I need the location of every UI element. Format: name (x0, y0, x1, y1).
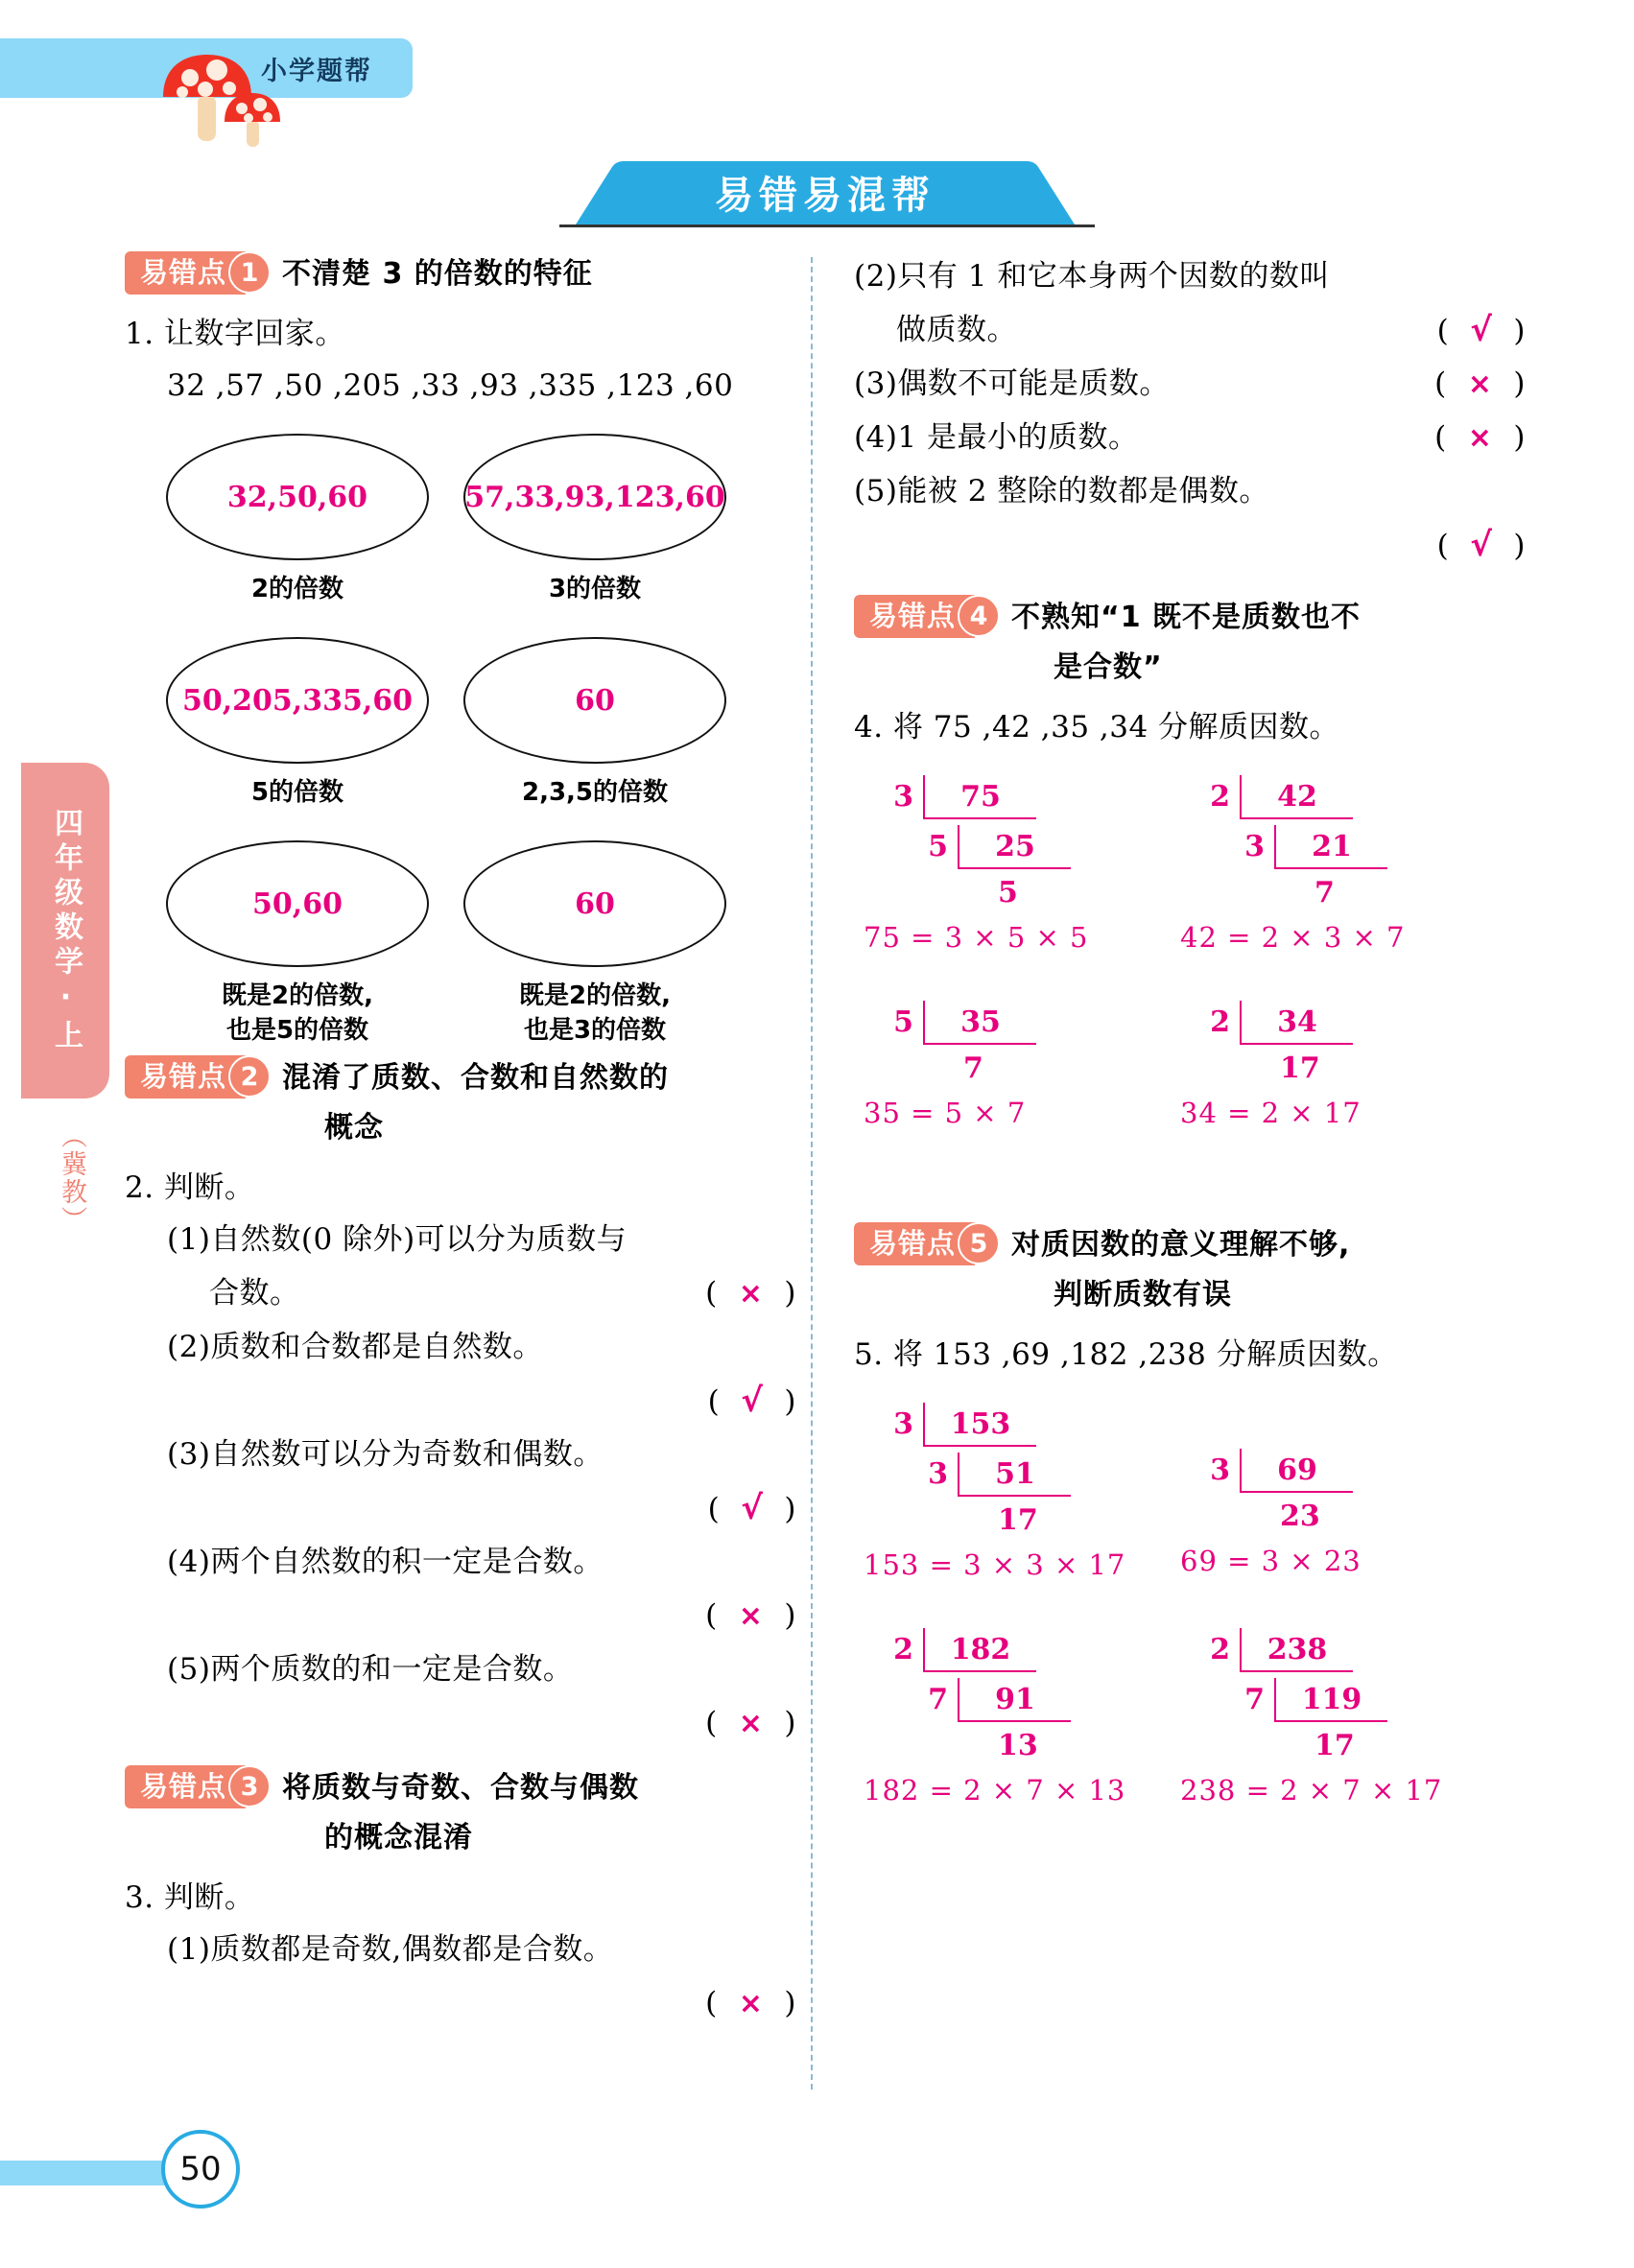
error-point-5-tag (854, 1222, 1000, 1264)
ladder-dividend: 119 (1274, 1678, 1387, 1722)
error-point-5-title (1011, 1220, 1350, 1320)
error-point-4 (854, 593, 1526, 693)
oval-label-line2: 也是5的倍数 (225, 1016, 369, 1045)
answer-bracket[interactable]: ( √ ) (707, 1489, 796, 1527)
factorization-equation: 69 = 3 × 23 (1180, 1545, 1362, 1577)
error-point-1 (125, 249, 796, 299)
factorization-238 (1180, 1622, 1442, 1807)
ladder-dividend: 238 (1240, 1628, 1353, 1672)
judgement-text-line2 (167, 1481, 796, 1535)
oval-label (144, 572, 451, 606)
oval-label (441, 979, 748, 1048)
judgement-text-line1 (167, 1642, 796, 1696)
answer-bracket[interactable]: ( × ) (705, 1598, 796, 1633)
judgement-statement: 偶数不可能是质数。 (897, 366, 1170, 401)
judgement-text-line2 (167, 1976, 796, 2030)
judgement-number: (3) (167, 1437, 211, 1472)
oval-group-4 (441, 637, 748, 810)
oval-label-line1: 2的倍数 (250, 575, 344, 603)
factorization-182 (864, 1622, 1125, 1807)
judgement-text-line1 (167, 1320, 796, 1374)
oval-value: 50,60 (252, 886, 343, 921)
error-point-4-title (1011, 593, 1361, 693)
ladder-quotient: 5 (998, 875, 1018, 910)
answer-mark: × (1467, 367, 1493, 401)
answer-bracket[interactable]: ( √ ) (1436, 311, 1526, 349)
division-ladder (1180, 769, 1405, 915)
oval-value: 50,205,335,60 (181, 683, 414, 718)
error-point-2-tag-number: 2 (228, 1055, 271, 1098)
ladder-quotient: 17 (998, 1502, 1038, 1537)
error-point-1-tag-number: 1 (228, 251, 271, 294)
ladder-divisor: 3 (893, 1407, 913, 1441)
oval-value: 32,50,60 (226, 480, 368, 514)
error-point-5-title-line2: 判断质数有误 (1054, 1278, 1233, 1311)
factorization-equation: 238 = 2 × 7 × 17 (1180, 1774, 1443, 1807)
judgement-item (854, 357, 1526, 411)
judgement-item (167, 1923, 796, 2030)
ladder-dividend: 91 (958, 1678, 1071, 1722)
judgement-number: (1) (167, 1222, 211, 1257)
division-ladder (864, 1397, 1125, 1543)
judgement-text-line1 (167, 1213, 796, 1266)
ladder-row (1180, 995, 1362, 1045)
answer-mark: × (1467, 421, 1493, 455)
section-title-text: 易错易混帮 (715, 173, 935, 218)
edition-label: （冀教） (57, 1122, 86, 1234)
error-point-2-tag (125, 1055, 271, 1098)
error-point-5 (854, 1220, 1526, 1320)
ladder-divisor: 2 (1210, 780, 1230, 814)
ladder-divisor: 3 (1244, 830, 1265, 863)
error-point-1-tag (125, 251, 271, 294)
judgement-number: (5) (854, 474, 898, 508)
answer-mark: × (738, 1599, 764, 1633)
oval-label-line1: 既是2的倍数, (519, 981, 671, 1010)
ladder-row (864, 995, 1036, 1045)
error-point-3-tag-label: 易错点 (125, 1765, 246, 1808)
column-divider (811, 257, 815, 2090)
judgement-text-line1 (854, 464, 1526, 518)
factorization-69 (1180, 1443, 1362, 1577)
ladder-divisor: 7 (1244, 1683, 1265, 1716)
ladder-divisor: 2 (1210, 1005, 1230, 1039)
judgement-item (167, 1535, 796, 1642)
oval-label-line1: 5的倍数 (250, 778, 344, 807)
ladder-divisor: 3 (1210, 1453, 1230, 1487)
judgement-number: (2) (854, 259, 898, 294)
ladder-quotient: 17 (1314, 1728, 1355, 1762)
ladder-dividend: 69 (1240, 1449, 1353, 1493)
judgement-statement: 两个质数的和一定是合数。 (210, 1652, 574, 1687)
ladder-divisor: 5 (928, 830, 948, 863)
oval-label-line1: 2,3,5的倍数 (521, 778, 669, 807)
oval-group-1 (144, 434, 451, 606)
ladder-divisor: 5 (893, 1005, 913, 1039)
ladder-dividend: 35 (923, 1001, 1036, 1045)
error-point-4-tag-label: 易错点 (854, 595, 975, 638)
ladder-row (1180, 769, 1405, 819)
ladder-dividend: 153 (923, 1403, 1036, 1447)
judgement-text-line1 (854, 411, 1526, 464)
ladder-row (898, 819, 1088, 869)
judgement-text-line2: 合数。 (209, 1276, 300, 1311)
oval-label-line2: 也是3的倍数 (523, 1016, 667, 1045)
factorization-equation: 34 = 2 × 17 (1180, 1097, 1362, 1129)
judgement-item (167, 1428, 796, 1535)
factorization-equation: 153 = 3 × 3 × 17 (864, 1548, 1126, 1581)
judgement-text-line2 (167, 1696, 796, 1750)
error-point-3-tag-number: 3 (228, 1765, 271, 1807)
answer-bracket[interactable]: ( √ ) (707, 1382, 796, 1420)
judgement-text-line1 (854, 249, 1526, 303)
judgement-item (167, 1320, 796, 1428)
judgement-text-line2 (167, 1374, 796, 1428)
judgement-item (167, 1642, 796, 1750)
ladder-dividend: 34 (1240, 1001, 1353, 1045)
mushroom-small-icon (223, 91, 282, 147)
division-ladder (864, 769, 1088, 915)
error-point-2-title (282, 1053, 669, 1153)
question-4-prompt: 4. 将 75 ,42 ,35 ,34 分解质因数。 (854, 710, 1340, 744)
oval-label (441, 572, 748, 606)
oval-shape (463, 637, 726, 764)
judgement-text-line1 (167, 1535, 796, 1589)
judgement-statement: 能被 2 整除的数都是偶数。 (897, 474, 1269, 508)
judgement-item (854, 464, 1526, 572)
error-point-1-title: 不清楚 3 的倍数的特征 (282, 257, 593, 291)
error-point-2-title-line1: 混淆了质数、合数和自然数的 (282, 1061, 670, 1095)
judgement-number: (4) (854, 420, 898, 455)
question-1-numbers: 32 ,57 ,50 ,205 ,33 ,93 ,335 ,123 ,60 (167, 368, 734, 403)
right-column (854, 249, 1526, 1807)
oval-shape (166, 637, 429, 764)
error-point-5-title-line1: 对质因数的意义理解不够, (1011, 1228, 1351, 1262)
oval-label (144, 775, 451, 810)
judgement-text-line1 (854, 357, 1526, 411)
question-3-items (125, 1923, 796, 2030)
oval-value: 57,33,93,123,60 (464, 480, 725, 514)
judgement-number: (5) (167, 1652, 211, 1687)
oval-shape (463, 840, 726, 967)
judgement-number: (2) (167, 1330, 211, 1364)
answer-mark: × (738, 1707, 764, 1740)
ladder-divisor: 2 (1210, 1633, 1230, 1666)
question-3-prompt: 3. 判断。 (125, 1880, 255, 1915)
answer-bracket[interactable]: ( × ) (705, 1986, 796, 2020)
division-ladder (1180, 995, 1362, 1091)
ladder-quotient: 13 (998, 1728, 1038, 1762)
ladder-row (1215, 1672, 1442, 1722)
judgement-item (854, 249, 1526, 357)
ladder-dividend: 21 (1274, 825, 1387, 869)
judgement-statement: 1 是最小的质数。 (897, 420, 1139, 455)
error-point-3-title (282, 1763, 639, 1863)
judgement-text-line1 (167, 1923, 796, 1976)
judgement-text-line1 (167, 1428, 796, 1481)
oval-shape (166, 840, 429, 967)
answer-mark: √ (1470, 526, 1493, 564)
division-ladder (1180, 1622, 1442, 1768)
question-2-items (125, 1213, 796, 1750)
oval-label (441, 775, 748, 810)
ladder-row (1215, 819, 1405, 869)
oval-value: 60 (575, 683, 615, 718)
judgement-item (854, 411, 1526, 464)
factorization-153 (864, 1397, 1125, 1581)
judgement-text-line2 (854, 518, 1526, 572)
ladder-divisor: 7 (928, 1683, 948, 1716)
ladder-row (898, 1447, 1125, 1497)
answer-mark: √ (741, 1382, 764, 1420)
answer-bracket[interactable]: ( √ ) (1436, 526, 1526, 564)
answer-bracket[interactable]: ( × ) (705, 1706, 796, 1740)
answer-mark: × (738, 1277, 764, 1311)
factorization-35 (864, 995, 1036, 1129)
error-point-2-title-line2: 概念 (324, 1111, 385, 1145)
error-point-4-title-line2: 是合数” (1054, 650, 1163, 684)
division-ladder (1180, 1443, 1362, 1539)
factorization-equation: 182 = 2 × 7 × 13 (864, 1774, 1126, 1807)
question-5-prompt: 5. 将 153 ,69 ,182 ,238 分解质因数。 (854, 1337, 1398, 1372)
division-ladder (864, 1622, 1125, 1768)
judgement-text-line2 (167, 1589, 796, 1642)
question-3-continued-items (854, 249, 1526, 572)
grade-side-tab (21, 763, 109, 1099)
page-number: 50 (161, 2130, 240, 2209)
answer-bracket[interactable]: ( × ) (1434, 366, 1526, 401)
judgement-statement: 自然数(0 除外)可以分为质数与 (210, 1222, 628, 1257)
oval-label-line1: 既是2的倍数, (222, 981, 373, 1010)
error-point-4-tag-number: 4 (958, 595, 1000, 637)
judgement-number: (1) (167, 1932, 211, 1967)
error-point-3-tag (125, 1765, 271, 1807)
question-5-factorizations (854, 1397, 1526, 1807)
judgement-number: (3) (854, 366, 898, 401)
ladder-row (1180, 1622, 1442, 1672)
oval-group-5 (144, 840, 451, 1048)
ladder-row (1180, 1443, 1362, 1493)
oval-group-6 (441, 840, 748, 1048)
ladder-row (864, 1622, 1125, 1672)
oval-shape (463, 434, 726, 560)
title-underline (559, 224, 1095, 227)
error-point-4-tag (854, 595, 1000, 637)
error-point-2-tag-label: 易错点 (125, 1055, 246, 1099)
oval-group-3 (144, 637, 451, 810)
ladder-divisor: 3 (893, 780, 913, 814)
error-point-4-title-line1: 不熟知“1 既不是质数也不 (1011, 601, 1362, 634)
ladder-dividend: 75 (923, 775, 1036, 819)
answer-mark: √ (741, 1489, 764, 1527)
error-point-5-tag-label: 易错点 (854, 1222, 975, 1265)
error-point-5-tag-number: 5 (958, 1222, 1000, 1264)
grade-side-tab-label: 四年级数学·上 (49, 807, 83, 1054)
error-point-3-title-line2: 的概念混淆 (324, 1821, 474, 1855)
question-1-prompt: 1. 让数字回家。 (125, 317, 345, 351)
judgement-statement: 自然数可以分为奇数和偶数。 (210, 1437, 604, 1472)
factorization-equation: 35 = 5 × 7 (864, 1097, 1027, 1129)
division-ladder (864, 995, 1036, 1091)
ladder-quotient: 23 (1280, 1499, 1320, 1533)
judgement-statement: 两个自然数的积一定是合数。 (210, 1545, 604, 1579)
ladder-divisor: 3 (928, 1457, 948, 1491)
oval-label (144, 979, 451, 1048)
ladder-row (898, 1672, 1125, 1722)
multiples-diagram (125, 434, 796, 1048)
oval-label-line1: 3的倍数 (548, 575, 642, 603)
judgement-statement: 只有 1 和它本身两个因数的数叫 (897, 259, 1330, 294)
error-point-2 (125, 1053, 796, 1153)
ladder-row (864, 1397, 1125, 1447)
answer-bracket[interactable]: ( × ) (1434, 420, 1526, 455)
brand-title: 小学题帮 (261, 57, 372, 86)
left-column (125, 249, 796, 2030)
answer-bracket[interactable]: ( × ) (705, 1276, 796, 1311)
error-point-1-tag-label: 易错点 (125, 251, 246, 295)
judgement-number: (4) (167, 1545, 211, 1579)
judgement-item (167, 1213, 796, 1320)
oval-group-2 (441, 434, 748, 606)
ladder-quotient: 7 (1314, 875, 1335, 910)
judgement-statement: 质数和合数都是自然数。 (210, 1330, 543, 1364)
oval-shape (166, 434, 429, 560)
ladder-divisor: 2 (893, 1633, 913, 1666)
ladder-dividend: 51 (958, 1453, 1071, 1497)
ladder-row (864, 769, 1088, 819)
error-point-3-title-line1: 将质数与奇数、合数与偶数 (282, 1771, 640, 1805)
ladder-dividend: 42 (1240, 775, 1353, 819)
factorization-34 (1180, 995, 1362, 1129)
section-title-banner (576, 161, 1075, 224)
factorization-equation: 75 = 3 × 5 × 5 (864, 921, 1089, 954)
ladder-dividend: 25 (958, 825, 1071, 869)
ladder-quotient: 17 (1280, 1051, 1320, 1085)
question-2-prompt: 2. 判断。 (125, 1170, 255, 1205)
ladder-quotient: 7 (963, 1051, 983, 1085)
judgement-statement: 质数都是奇数,偶数都是合数。 (210, 1932, 614, 1967)
error-point-3 (125, 1763, 796, 1863)
answer-mark: × (738, 1987, 764, 2020)
question-4-factorizations (854, 769, 1526, 1172)
factorization-75 (864, 769, 1088, 954)
factorization-equation: 42 = 2 × 3 × 7 (1180, 921, 1406, 954)
factorization-42 (1180, 769, 1405, 954)
answer-mark: √ (1470, 311, 1493, 349)
oval-value: 60 (575, 886, 615, 921)
ladder-dividend: 182 (923, 1628, 1036, 1672)
judgement-text-line2: 做质数。 (896, 313, 1017, 347)
